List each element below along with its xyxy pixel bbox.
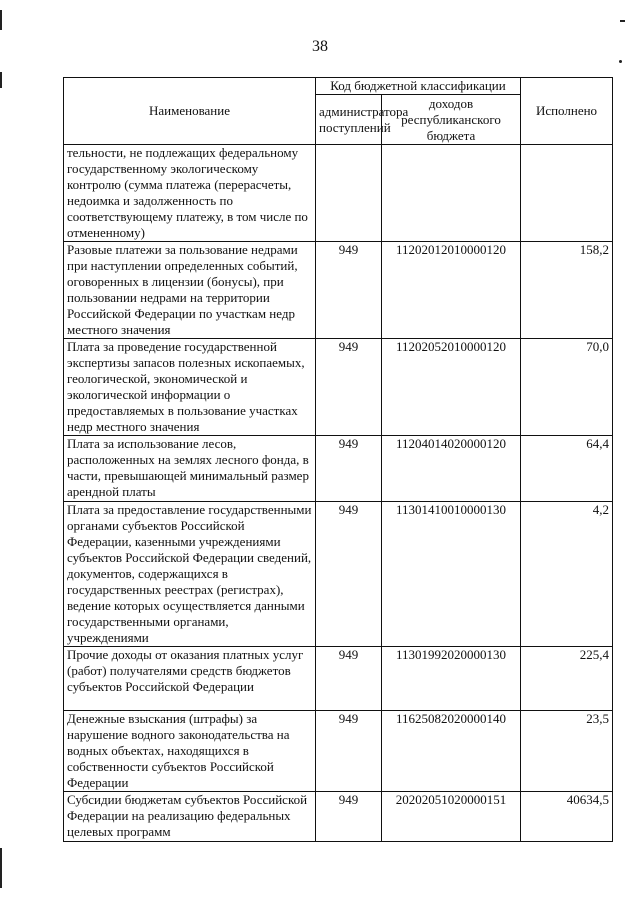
scan-artifact: [0, 848, 2, 888]
cell-admin: 949: [316, 242, 382, 339]
cell-name: Разовые платежи за пользование недрами при наступлении определенных событий, оговоренных в лицензии (бонусы), при пользовании недрами на территории Российской Федерации по участкам недр местного значения: [64, 242, 316, 339]
cell-name: тельности, не подлежащих федеральному государственному экологическому контролю (сумма платежа (перерасчеты, недоимка и задолженность по соответствующему платежу, в том числе по отмененному): [64, 145, 316, 242]
cell-admin: 949: [316, 711, 382, 792]
scan-artifact: [620, 20, 625, 22]
cell-amount: 64,4: [521, 436, 613, 502]
table-row: [64, 242, 613, 339]
page-number: 38: [312, 38, 328, 55]
cell-name: Плата за проведение государственной экспертизы запасов полезных ископаемых, геологической, экономической и экологической информации о предоставляемых в пользование участках недр местного значения: [64, 339, 316, 436]
header-admin: администратора поступлений: [316, 95, 382, 145]
table-row: [64, 711, 613, 792]
header-done: Исполнено: [521, 78, 613, 145]
header-income: доходов республиканского бюджета: [382, 95, 521, 145]
cell-admin: 949: [316, 792, 382, 842]
cell-admin: 949: [316, 339, 382, 436]
table-row: [64, 502, 613, 647]
cell-name: Субсидии бюджетам субъектов Российской Федерации на реализацию федеральных целевых программ: [64, 792, 316, 842]
cell-name: Прочие доходы от оказания платных услуг (работ) получателями средств бюджетов субъектов Российской Федерации: [64, 647, 316, 711]
cell-code: [382, 145, 521, 242]
cell-admin: 949: [316, 647, 382, 711]
scan-artifact: [0, 10, 2, 30]
scan-artifact: [619, 60, 622, 63]
cell-code: 11202012010000120: [382, 242, 521, 339]
cell-name: Денежные взыскания (штрафы) за нарушение водного законодательства на водных объектах, находящихся в собственности субъектов Российской Федерации: [64, 711, 316, 792]
cell-amount: [521, 145, 613, 242]
cell-code: 11204014020000120: [382, 436, 521, 502]
header-name: Наименование: [64, 78, 316, 145]
cell-admin: 949: [316, 502, 382, 647]
table-row: [64, 339, 613, 436]
cell-name: Плата за использование лесов, расположенных на землях лесного фонда, в части, превышающей минимальный размер арендной платы: [64, 436, 316, 502]
cell-code: 20202051020000151: [382, 792, 521, 842]
table-row: [64, 792, 613, 842]
cell-amount: 23,5: [521, 711, 613, 792]
cell-admin: 949: [316, 436, 382, 502]
table-row: [64, 647, 613, 711]
cell-name: Плата за предоставление государственными органами субъектов Российской Федерации, казенными учреждениями субъектов Российской Федерации сведений, документов, содержащихся в государственных реестрах (регистрах), ведение которых осуществляется данными государственными органами, учреждениями: [64, 502, 316, 647]
cell-amount: 4,2: [521, 502, 613, 647]
scan-artifact: [0, 72, 2, 88]
budget-table: [63, 77, 613, 842]
cell-amount: 158,2: [521, 242, 613, 339]
cell-code: 11301992020000130: [382, 647, 521, 711]
cell-admin: [316, 145, 382, 242]
cell-amount: 70,0: [521, 339, 613, 436]
header-code-group: Код бюджетной классификации: [316, 78, 521, 95]
cell-amount: 40634,5: [521, 792, 613, 842]
table-row: [64, 436, 613, 502]
cell-amount: 225,4: [521, 647, 613, 711]
cell-code: 11301410010000130: [382, 502, 521, 647]
table-row: [64, 145, 613, 242]
cell-code: 11625082020000140: [382, 711, 521, 792]
cell-code: 11202052010000120: [382, 339, 521, 436]
